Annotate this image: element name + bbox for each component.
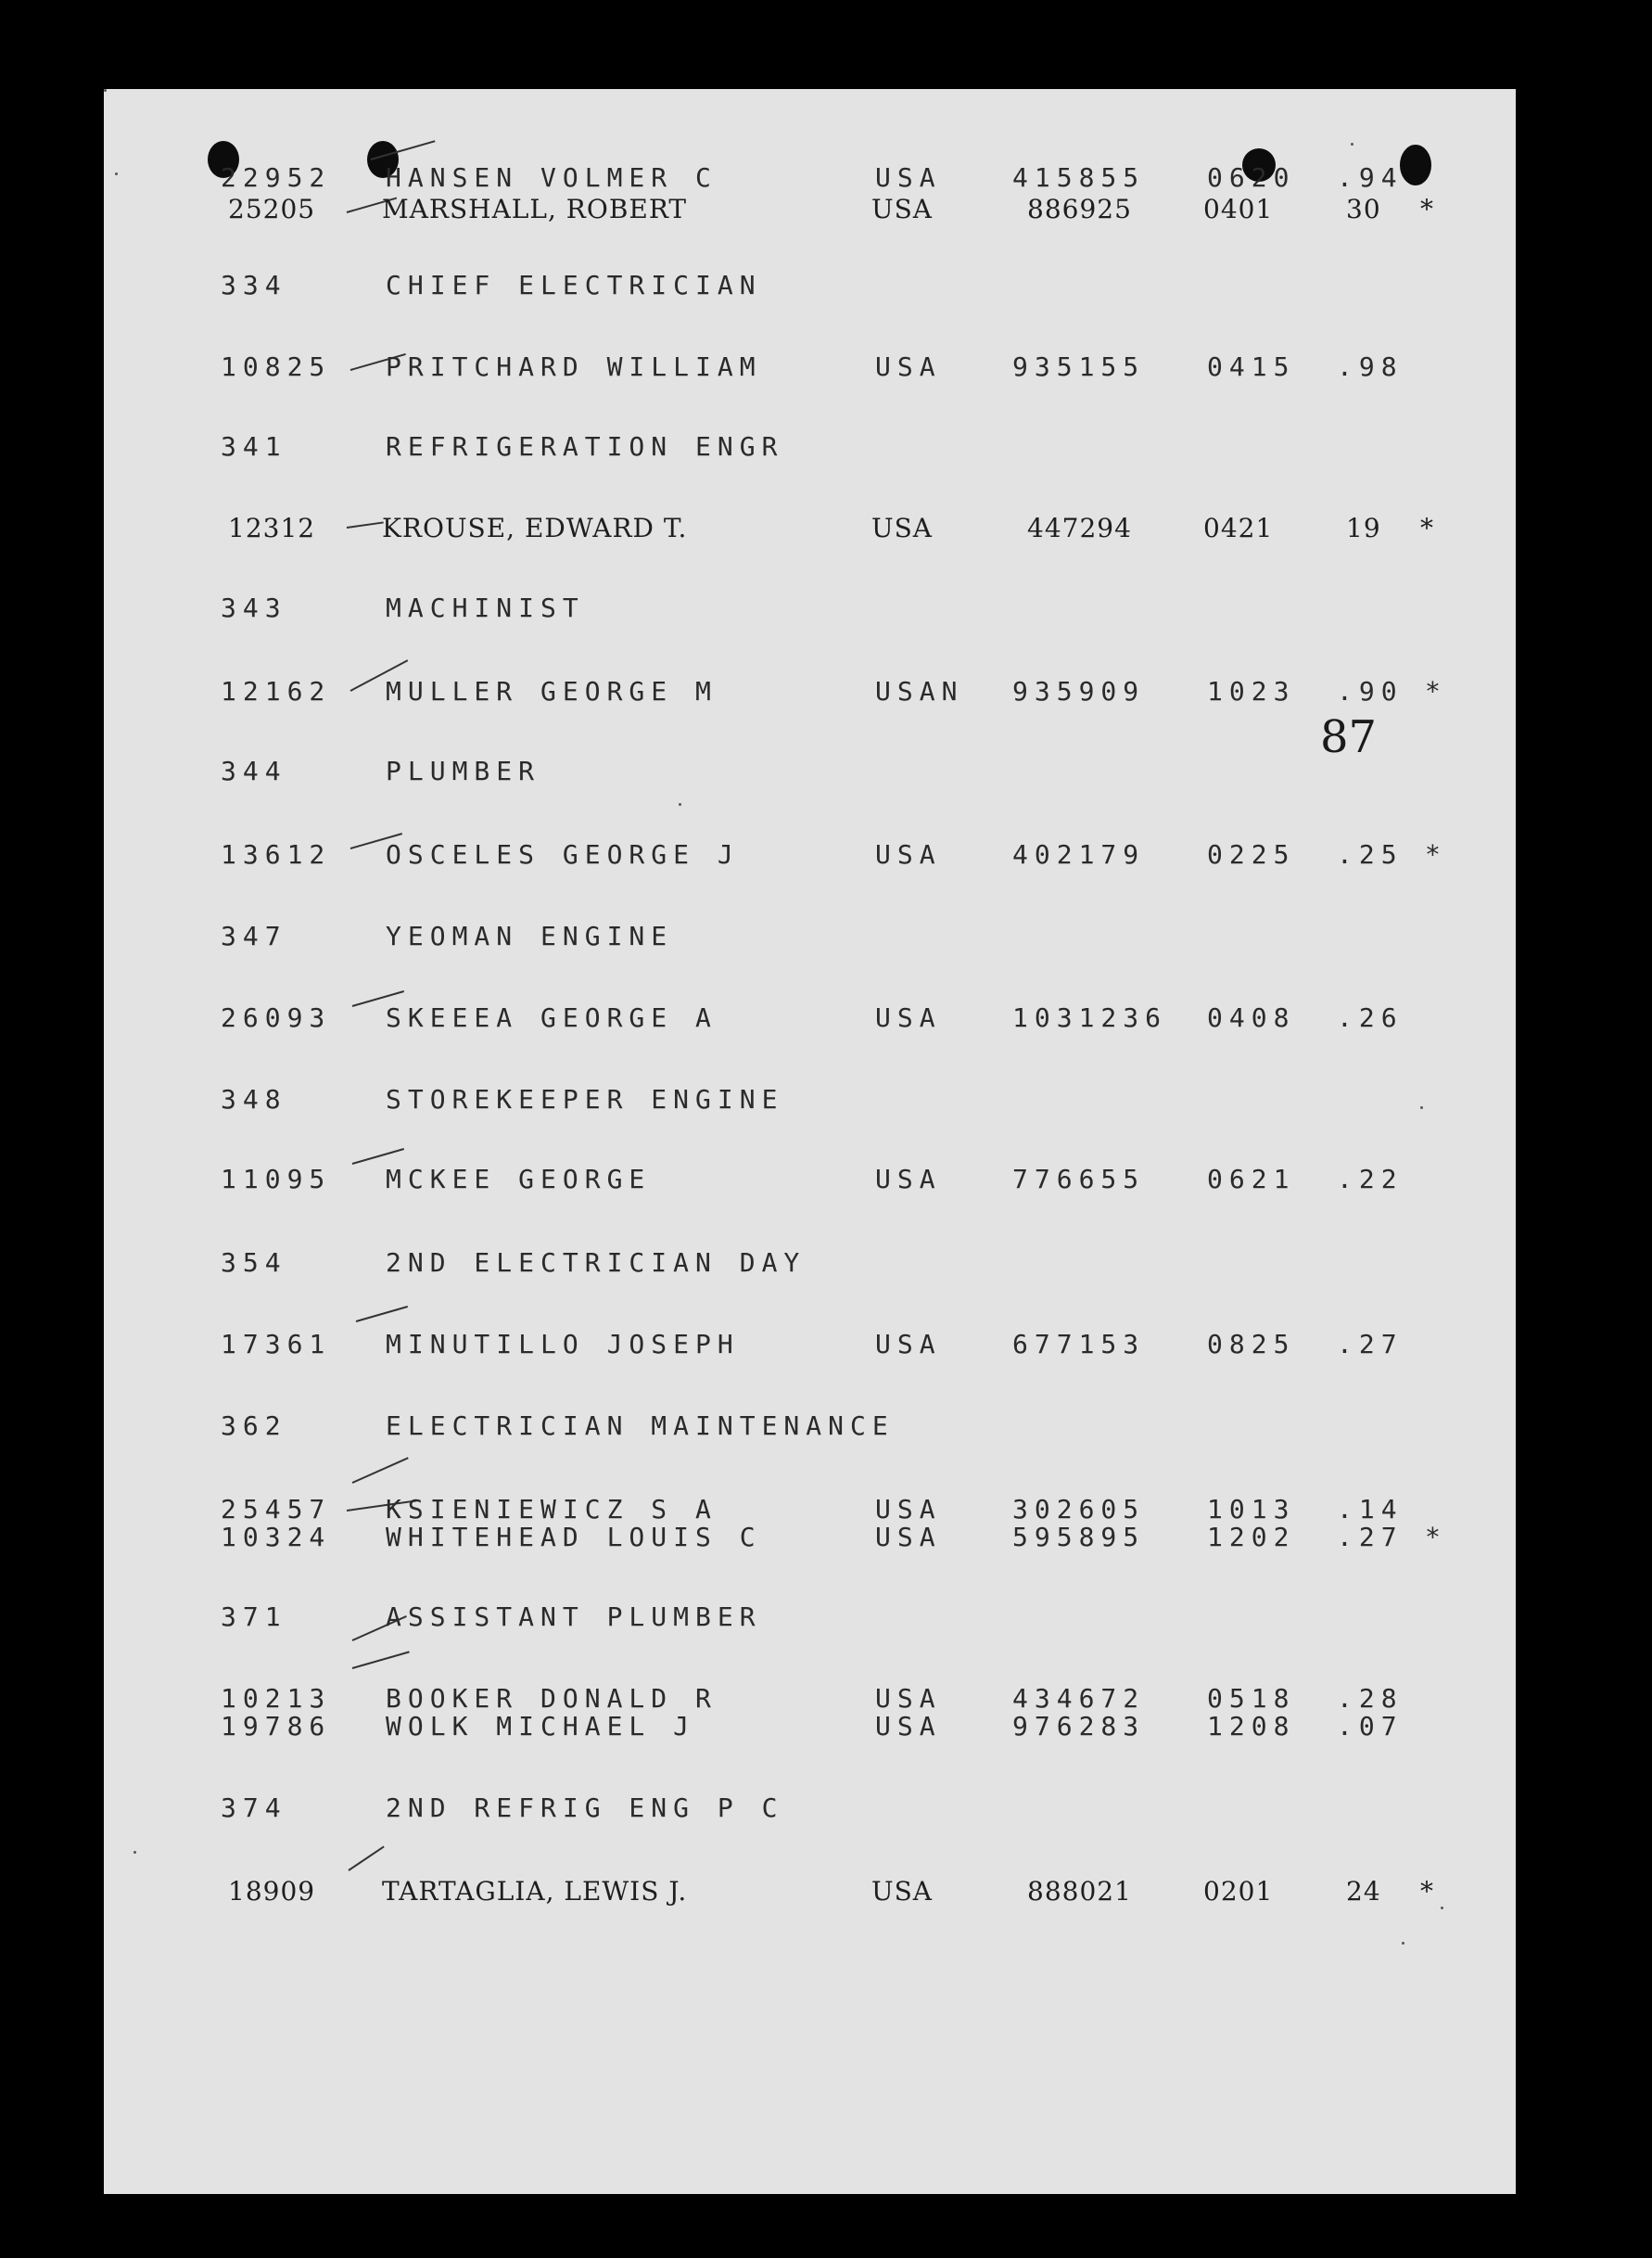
- check-mark: [348, 1845, 384, 1870]
- mark-cell: *: [1420, 194, 1434, 224]
- name-or-title-cell: WHITEHEAD LOUIS C: [386, 1522, 762, 1552]
- code-cell: 1202: [1207, 1522, 1296, 1552]
- record-id-cell: 343: [221, 593, 287, 623]
- number-cell: 302605: [1012, 1494, 1146, 1524]
- record-id-cell: 12162: [221, 676, 332, 707]
- rate-cell: .98: [1337, 351, 1404, 382]
- check-mark: [356, 1306, 408, 1322]
- speck: [1351, 143, 1353, 146]
- code-cell: 0518: [1207, 1683, 1296, 1714]
- record-id-cell: 19786: [221, 1711, 332, 1741]
- country-cell: USA: [875, 351, 942, 382]
- code-cell: 0620: [1207, 162, 1296, 193]
- rate-cell: .07: [1337, 1711, 1404, 1741]
- number-cell: 935909: [1012, 676, 1146, 707]
- code-cell: 0408: [1207, 1002, 1296, 1033]
- country-cell: USA: [871, 513, 933, 543]
- country-cell: USA: [875, 1522, 942, 1552]
- name-or-title-cell: MINUTILLO JOSEPH: [386, 1329, 740, 1359]
- mark-cell: *: [1425, 1522, 1447, 1552]
- country-cell: USA: [875, 1711, 942, 1741]
- record-id-cell: 354: [221, 1247, 287, 1278]
- check-mark: [347, 521, 384, 529]
- record-id-cell: 13612: [221, 839, 332, 870]
- rate-cell: 30: [1346, 194, 1381, 224]
- name-or-title-cell: STOREKEEPER ENGINE: [386, 1084, 784, 1115]
- speck: [679, 803, 681, 806]
- country-cell: USA: [875, 1002, 942, 1033]
- code-cell: 1208: [1207, 1711, 1296, 1741]
- record-id-cell: 344: [221, 756, 287, 786]
- name-or-title-cell: 2ND REFRIG ENG P C: [386, 1792, 784, 1823]
- name-or-title-cell: REFRIGERATION ENGR: [386, 431, 784, 462]
- record-id-cell: 11095: [221, 1164, 332, 1194]
- mark-cell: *: [1425, 839, 1447, 870]
- record-id-cell: 26093: [221, 1002, 332, 1033]
- speck: [1402, 1942, 1404, 1945]
- number-cell: 776655: [1012, 1164, 1146, 1194]
- code-cell: 1013: [1207, 1494, 1296, 1524]
- number-cell: 434672: [1012, 1683, 1146, 1714]
- rate-cell: .22: [1337, 1164, 1404, 1194]
- name-or-title-cell: ELECTRICIAN MAINTENANCE: [386, 1410, 895, 1441]
- name-or-title-cell: MCKEE GEORGE: [386, 1164, 652, 1194]
- name-or-title-cell: ASSISTANT PLUMBER: [386, 1601, 762, 1632]
- record-id-cell: 347: [221, 921, 287, 951]
- code-cell: 0201: [1203, 1876, 1274, 1907]
- rate-cell: .27: [1337, 1522, 1404, 1552]
- number-cell: 886925: [1027, 194, 1132, 224]
- name-or-title-cell: PRITCHARD WILLIAM: [386, 351, 762, 382]
- number-cell: 935155: [1012, 351, 1146, 382]
- name-or-title-cell: WOLK MICHAEL J: [386, 1711, 696, 1741]
- record-id-cell: 371: [221, 1601, 287, 1632]
- name-or-title-cell: MARSHALL, ROBERT: [382, 194, 688, 224]
- rate-cell: .26: [1337, 1002, 1404, 1033]
- number-cell: 1031236: [1012, 1002, 1168, 1033]
- country-cell: USA: [875, 1494, 942, 1524]
- rate-cell: .25: [1337, 839, 1404, 870]
- speck: [1441, 1907, 1443, 1909]
- rate-cell: .28: [1337, 1683, 1404, 1714]
- rate-cell: .94: [1337, 162, 1404, 193]
- record-id-cell: 374: [221, 1792, 287, 1823]
- code-cell: 0421: [1203, 513, 1274, 543]
- mark-cell: *: [1420, 1876, 1434, 1907]
- name-or-title-cell: SKEEEA GEORGE A: [386, 1002, 718, 1033]
- name-or-title-cell: MACHINIST: [386, 593, 585, 623]
- record-id-cell: 341: [221, 431, 287, 462]
- name-or-title-cell: KSIENIEWICZ S A: [386, 1494, 718, 1524]
- rate-cell: 19: [1346, 513, 1381, 543]
- country-cell: USA: [871, 194, 933, 224]
- rate-cell: .90: [1337, 676, 1404, 707]
- rate-cell: .14: [1337, 1494, 1404, 1524]
- punch-blot-4: [1400, 145, 1431, 185]
- code-cell: 0825: [1207, 1329, 1296, 1359]
- country-cell: USA: [875, 839, 942, 870]
- record-id-cell: 12312: [228, 513, 316, 543]
- speck: [133, 1851, 136, 1854]
- mark-cell: *: [1425, 676, 1447, 707]
- check-mark: [352, 1651, 410, 1669]
- number-cell: 888021: [1027, 1876, 1132, 1907]
- name-or-title-cell: YEOMAN ENGINE: [386, 921, 674, 951]
- code-cell: 0225: [1207, 839, 1296, 870]
- number-cell: 595895: [1012, 1522, 1146, 1552]
- page-number: 87: [1320, 711, 1378, 763]
- record-id-cell: 25205: [228, 194, 316, 224]
- record-id-cell: 334: [221, 270, 287, 300]
- code-cell: 0415: [1207, 351, 1296, 382]
- country-cell: USA: [875, 1164, 942, 1194]
- record-id-cell: 25457: [221, 1494, 332, 1524]
- name-or-title-cell: KROUSE, EDWARD T.: [382, 513, 688, 543]
- record-id-cell: 362: [221, 1410, 287, 1441]
- speck: [1420, 1106, 1423, 1109]
- code-cell: 0621: [1207, 1164, 1296, 1194]
- record-id-cell: 10213: [221, 1683, 332, 1714]
- name-or-title-cell: CHIEF ELECTRICIAN: [386, 270, 762, 300]
- code-cell: 1023: [1207, 676, 1296, 707]
- country-cell: USAN: [875, 676, 964, 707]
- country-cell: USA: [871, 1876, 933, 1907]
- number-cell: 447294: [1027, 513, 1132, 543]
- country-cell: USA: [875, 1329, 942, 1359]
- record-id-cell: 10825: [221, 351, 332, 382]
- record-id-cell: 17361: [221, 1329, 332, 1359]
- code-cell: 0401: [1203, 194, 1274, 224]
- number-cell: 415855: [1012, 162, 1146, 193]
- name-or-title-cell: BOOKER DONALD R: [386, 1683, 718, 1714]
- number-cell: 677153: [1012, 1329, 1146, 1359]
- record-id-cell: 10324: [221, 1522, 332, 1552]
- record-id-cell: 18909: [228, 1876, 316, 1907]
- check-mark: [352, 1457, 409, 1484]
- document-page: [104, 89, 1516, 2194]
- speck: [115, 172, 118, 175]
- record-id-cell: 348: [221, 1084, 287, 1115]
- rate-cell: .27: [1337, 1329, 1404, 1359]
- number-cell: 402179: [1012, 839, 1146, 870]
- record-id-cell: 22952: [221, 162, 332, 193]
- name-or-title-cell: MULLER GEORGE M: [386, 676, 718, 707]
- check-mark: [352, 1148, 404, 1165]
- name-or-title-cell: PLUMBER: [386, 756, 541, 786]
- mark-cell: *: [1420, 513, 1434, 543]
- name-or-title-cell: HANSEN VOLMER C: [386, 162, 718, 193]
- name-or-title-cell: 2ND ELECTRICIAN DAY: [386, 1247, 807, 1278]
- country-cell: USA: [875, 1683, 942, 1714]
- rate-cell: 24: [1346, 1876, 1381, 1907]
- name-or-title-cell: OSCELES GEORGE J: [386, 839, 740, 870]
- country-cell: USA: [875, 162, 942, 193]
- name-or-title-cell: TARTAGLIA, LEWIS J.: [382, 1876, 688, 1907]
- number-cell: 976283: [1012, 1711, 1146, 1741]
